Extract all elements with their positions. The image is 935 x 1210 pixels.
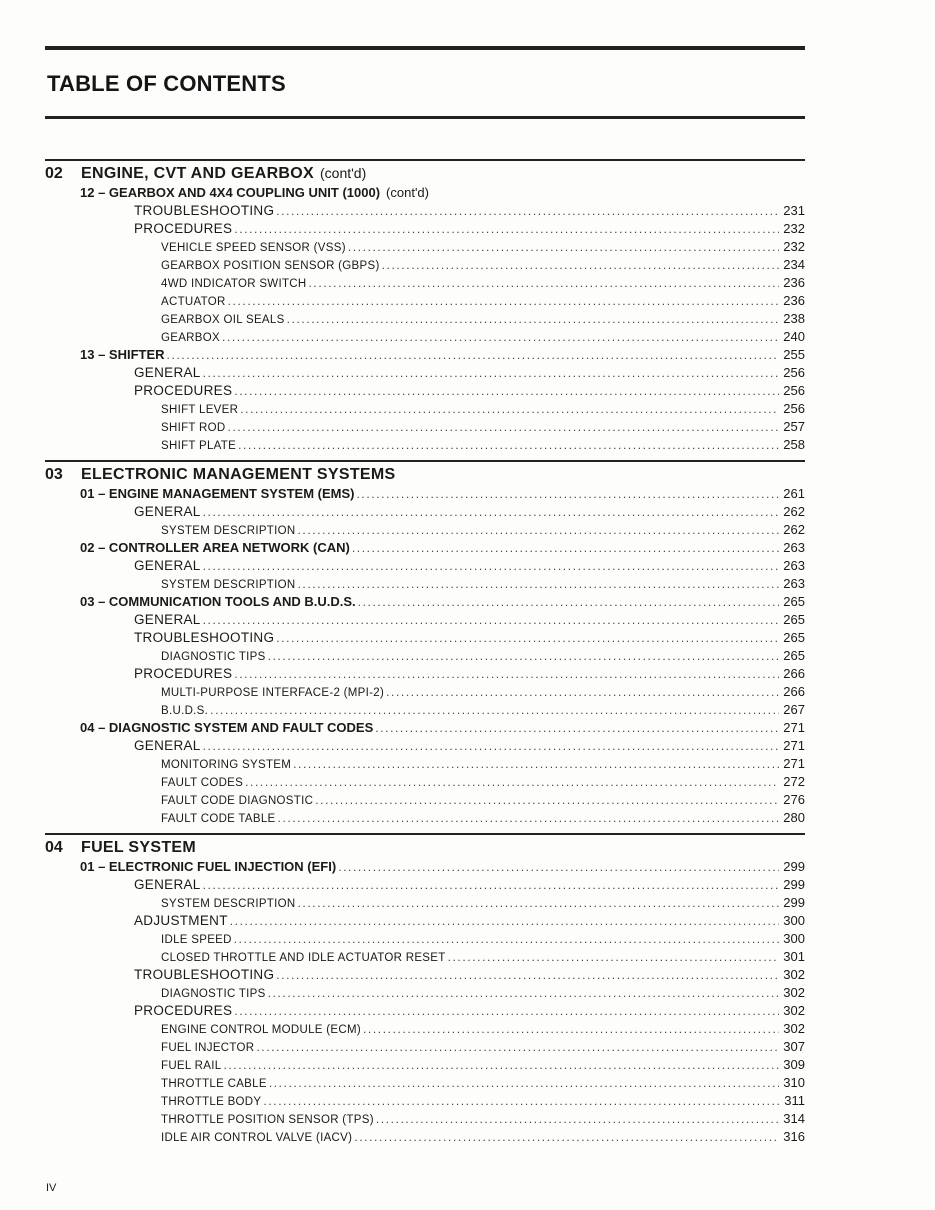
toc-topic-entry[interactable]	[45, 503, 805, 521]
toc-subtopic-entry[interactable]	[45, 256, 805, 274]
dot-leader	[276, 966, 779, 984]
dot-leader	[210, 701, 779, 719]
toc-chapter-entry[interactable]	[45, 346, 805, 364]
entry-label: GEARBOX OIL SEALS	[161, 314, 285, 326]
entry-page-number: 272	[783, 774, 805, 789]
toc-subtopic-entry[interactable]	[45, 436, 805, 454]
entry-page-number: 316	[783, 1129, 805, 1144]
toc-subtopic-entry[interactable]	[45, 773, 805, 791]
dot-leader	[203, 364, 779, 382]
toc-subtopic-entry[interactable]	[45, 292, 805, 310]
entry-page-number: 240	[783, 329, 805, 344]
entry-page-number: 265	[783, 630, 805, 645]
toc-subtopic-entry[interactable]	[45, 1092, 805, 1110]
dot-leader	[297, 575, 779, 593]
section-number: 03	[45, 466, 63, 483]
toc-subtopic-entry[interactable]	[45, 310, 805, 328]
entry-page-number: 265	[783, 594, 805, 609]
entry-label: THROTTLE POSITION SENSOR (TPS)	[161, 1114, 374, 1126]
toc-section	[45, 460, 805, 827]
dot-leader	[227, 418, 779, 436]
toc-subtopic-entry[interactable]	[45, 400, 805, 418]
dot-leader	[240, 400, 779, 418]
entry-page-number: 236	[783, 275, 805, 290]
entry-label: GENERAL	[134, 738, 201, 753]
entry-label: 4WD INDICATOR SWITCH	[161, 278, 307, 290]
dot-leader	[448, 948, 779, 966]
entry-page-number: 300	[783, 913, 805, 928]
dot-leader	[348, 238, 779, 256]
entry-page-number: 256	[783, 401, 805, 416]
entry-page-number: 299	[783, 877, 805, 892]
entry-page-number: 271	[783, 720, 805, 735]
dot-leader	[263, 1092, 779, 1110]
toc-topic-entry[interactable]	[45, 737, 805, 755]
entry-page-number: 234	[783, 257, 805, 272]
entry-continued: (cont'd)	[386, 185, 429, 200]
toc-topic-entry[interactable]	[45, 557, 805, 575]
dot-leader	[167, 346, 779, 364]
toc-topic-entry[interactable]	[45, 876, 805, 894]
toc-subtopic-entry[interactable]	[45, 1038, 805, 1056]
toc-subtopic-entry[interactable]	[45, 647, 805, 665]
entry-label: FAULT CODE TABLE	[161, 813, 276, 825]
dot-leader	[245, 773, 779, 791]
entry-label: THROTTLE CABLE	[161, 1078, 267, 1090]
dot-leader	[230, 912, 779, 930]
entry-label: PROCEDURES	[134, 383, 233, 398]
dot-leader	[356, 485, 779, 503]
entry-page-number: 276	[783, 792, 805, 807]
entry-page-number: 302	[783, 985, 805, 1000]
entry-page-number: 263	[783, 576, 805, 591]
entry-label: FUEL RAIL	[161, 1060, 222, 1072]
entry-label: 03 – COMMUNICATION TOOLS AND B.U.D.S.	[80, 594, 356, 609]
entry-label: SHIFT LEVER	[161, 404, 239, 416]
dot-leader	[276, 629, 779, 647]
table-of-contents	[45, 159, 805, 1146]
entry-label: GENERAL	[134, 558, 201, 573]
entry-label: 02 – CONTROLLER AREA NETWORK (CAN)	[80, 540, 350, 555]
entry-page-number: 263	[783, 558, 805, 573]
toc-topic-entry[interactable]	[45, 912, 805, 930]
section-rule	[45, 833, 805, 835]
entry-page-number: 256	[783, 365, 805, 380]
toc-subtopic-entry[interactable]	[45, 755, 805, 773]
dot-leader	[386, 683, 779, 701]
dot-leader	[297, 894, 779, 912]
dot-leader	[234, 1002, 779, 1020]
dot-leader	[222, 328, 779, 346]
entry-label: PROCEDURES	[134, 666, 233, 681]
dot-leader	[223, 1056, 779, 1074]
entry-label: IDLE AIR CONTROL VALVE (IACV)	[161, 1132, 353, 1144]
entry-page-number: 302	[783, 1003, 805, 1018]
entry-label: SYSTEM DESCRIPTION	[161, 898, 296, 910]
entry-label: FAULT CODE DIAGNOSTIC	[161, 795, 314, 807]
entry-label: ENGINE CONTROL MODULE (ECM)	[161, 1024, 361, 1036]
title-rule	[45, 116, 805, 119]
dot-leader	[352, 539, 779, 557]
entry-page-number: 271	[783, 756, 805, 771]
section-title: ENGINE, CVT AND GEARBOX	[81, 165, 314, 182]
entry-label: 01 – ELECTRONIC FUEL INJECTION (EFI)	[80, 859, 337, 874]
entry-page-number: 266	[783, 684, 805, 699]
section-title: FUEL SYSTEM	[81, 839, 197, 856]
entry-page-number: 310	[783, 1075, 805, 1090]
toc-subtopic-entry[interactable]	[45, 575, 805, 593]
entry-label: PROCEDURES	[134, 1003, 233, 1018]
page-title: TABLE OF CONTENTS	[47, 71, 286, 96]
entry-page-number: 299	[783, 859, 805, 874]
toc-topic-entry[interactable]	[45, 629, 805, 647]
dot-leader	[203, 737, 779, 755]
entry-label: SHIFT ROD	[161, 422, 226, 434]
entry-page-number: 302	[783, 967, 805, 982]
toc-subtopic-entry[interactable]	[45, 328, 805, 346]
entry-page-number: 231	[783, 203, 805, 218]
entry-page-number: 236	[783, 293, 805, 308]
toc-subtopic-entry[interactable]	[45, 1074, 805, 1092]
toc-section	[45, 833, 805, 1146]
toc-subtopic-entry[interactable]	[45, 521, 805, 539]
toc-subtopic-entry[interactable]	[45, 1110, 805, 1128]
entry-page-number: 258	[783, 437, 805, 452]
entry-label: TROUBLESHOOTING	[134, 630, 275, 645]
entry-page-number: 300	[783, 931, 805, 946]
entry-label: ADJUSTMENT	[134, 913, 228, 928]
toc-subtopic-entry[interactable]	[45, 274, 805, 292]
toc-chapter-entry[interactable]	[45, 485, 805, 503]
dot-leader	[234, 382, 779, 400]
dot-leader	[203, 557, 779, 575]
toc-subtopic-entry[interactable]	[45, 809, 805, 827]
entry-label: FAULT CODES	[161, 777, 244, 789]
entry-label: GENERAL	[134, 877, 201, 892]
dot-leader	[354, 1128, 779, 1146]
entry-label: GEARBOX POSITION SENSOR (GBPS)	[161, 260, 380, 272]
entry-label: 13 – SHIFTER	[80, 347, 165, 362]
toc-subtopic-entry[interactable]	[45, 683, 805, 701]
entry-page-number: 280	[783, 810, 805, 825]
toc-section	[45, 159, 805, 454]
toc-subtopic-entry[interactable]	[45, 984, 805, 1002]
toc-subtopic-entry[interactable]	[45, 791, 805, 809]
entry-label: GENERAL	[134, 612, 201, 627]
toc-subtopic-entry[interactable]	[45, 930, 805, 948]
entry-page-number: 256	[783, 383, 805, 398]
entry-label: TROUBLESHOOTING	[134, 967, 275, 982]
entry-label: 12 – GEARBOX AND 4X4 COUPLING UNIT (1000)	[80, 185, 381, 200]
entry-label: ACTUATOR	[161, 296, 226, 308]
entry-label: GENERAL	[134, 504, 201, 519]
entry-label: DIAGNOSTIC TIPS	[161, 988, 266, 1000]
entry-page-number: 257	[783, 419, 805, 434]
toc-topic-entry[interactable]	[45, 611, 805, 629]
toc-subtopic-entry[interactable]	[45, 1020, 805, 1038]
section-continued: (cont'd)	[320, 165, 367, 181]
section-heading	[45, 466, 805, 485]
dot-leader	[203, 611, 779, 629]
section-number: 02	[45, 165, 63, 182]
dot-leader	[203, 876, 779, 894]
entry-label: VEHICLE SPEED SENSOR (VSS)	[161, 242, 346, 254]
entry-label: CLOSED THROTTLE AND IDLE ACTUATOR RESET	[161, 952, 446, 964]
toc-chapter-entry[interactable]	[45, 184, 805, 202]
toc-topic-entry[interactable]	[45, 202, 805, 220]
entry-label: PROCEDURES	[134, 221, 233, 236]
toc-topic-entry[interactable]	[45, 220, 805, 238]
toc-subtopic-entry[interactable]	[45, 894, 805, 912]
entry-page-number: 265	[783, 648, 805, 663]
entry-page-number: 299	[783, 895, 805, 910]
dot-leader	[278, 809, 779, 827]
dot-leader	[203, 503, 779, 521]
entry-page-number: 261	[783, 486, 805, 501]
top-rule	[45, 46, 805, 50]
entry-label: THROTTLE BODY	[161, 1096, 262, 1108]
dot-leader	[375, 719, 779, 737]
dot-leader	[309, 274, 780, 292]
entry-label: B.U.D.S.	[161, 705, 209, 717]
entry-label: GENERAL	[134, 365, 201, 380]
entry-label: SYSTEM DESCRIPTION	[161, 579, 296, 591]
entry-label: 01 – ENGINE MANAGEMENT SYSTEM (EMS)	[80, 486, 355, 501]
dot-leader	[234, 220, 779, 238]
dot-leader	[338, 858, 779, 876]
dot-leader	[234, 930, 779, 948]
toc-topic-entry[interactable]	[45, 364, 805, 382]
toc-topic-entry[interactable]	[45, 1002, 805, 1020]
toc-topic-entry[interactable]	[45, 382, 805, 400]
entry-page-number: 314	[783, 1111, 805, 1126]
toc-chapter-entry[interactable]	[45, 858, 805, 876]
entry-page-number: 232	[783, 239, 805, 254]
toc-subtopic-entry[interactable]	[45, 948, 805, 966]
section-rule	[45, 159, 805, 161]
entry-label: MULTI-PURPOSE INTERFACE-2 (MPI-2)	[161, 687, 385, 699]
toc-topic-entry[interactable]	[45, 966, 805, 984]
dot-leader	[256, 1038, 779, 1056]
toc-subtopic-entry[interactable]	[45, 418, 805, 436]
entry-label: MONITORING SYSTEM	[161, 759, 292, 771]
entry-page-number: 302	[783, 1021, 805, 1036]
entry-page-number: 266	[783, 666, 805, 681]
page-number: IV	[46, 1182, 57, 1194]
entry-label: TROUBLESHOOTING	[134, 203, 275, 218]
dot-leader	[363, 1020, 779, 1038]
dot-leader	[268, 647, 779, 665]
entry-page-number: 301	[783, 949, 805, 964]
dot-leader	[315, 791, 779, 809]
dot-leader	[297, 521, 779, 539]
toc-subtopic-entry[interactable]	[45, 1128, 805, 1146]
toc-chapter-entry[interactable]	[45, 719, 805, 737]
entry-page-number: 262	[783, 522, 805, 537]
section-number: 04	[45, 839, 63, 856]
entry-page-number: 311	[784, 1093, 805, 1108]
toc-subtopic-entry[interactable]	[45, 238, 805, 256]
section-heading	[45, 165, 805, 184]
entry-label: SHIFT PLATE	[161, 440, 237, 452]
dot-leader	[358, 593, 779, 611]
toc-chapter-entry[interactable]	[45, 539, 805, 557]
entry-page-number: 263	[783, 540, 805, 555]
entry-label: SYSTEM DESCRIPTION	[161, 525, 296, 537]
entry-page-number: 265	[783, 612, 805, 627]
dot-leader	[238, 436, 779, 454]
dot-leader	[268, 984, 779, 1002]
entry-page-number: 238	[783, 311, 805, 326]
entry-label: IDLE SPEED	[161, 934, 232, 946]
toc-chapter-entry[interactable]	[45, 593, 805, 611]
entry-page-number: 262	[783, 504, 805, 519]
dot-leader	[228, 292, 779, 310]
entry-label: FUEL INJECTOR	[161, 1042, 255, 1054]
entry-label: GEARBOX	[161, 332, 220, 344]
section-heading	[45, 839, 805, 858]
entry-label: DIAGNOSTIC TIPS	[161, 651, 266, 663]
toc-topic-entry[interactable]	[45, 665, 805, 683]
entry-page-number: 309	[783, 1057, 805, 1072]
section-rule	[45, 460, 805, 462]
dot-leader	[234, 665, 779, 683]
entry-label: 04 – DIAGNOSTIC SYSTEM AND FAULT CODES	[80, 720, 374, 735]
toc-subtopic-entry[interactable]	[45, 701, 805, 719]
dot-leader	[276, 202, 779, 220]
entry-page-number: 271	[783, 738, 805, 753]
entry-page-number: 267	[783, 702, 805, 717]
dot-leader	[287, 310, 779, 328]
dot-leader	[269, 1074, 779, 1092]
entry-page-number: 232	[783, 221, 805, 236]
entry-page-number: 255	[783, 347, 805, 362]
section-title: ELECTRONIC MANAGEMENT SYSTEMS	[81, 466, 396, 483]
toc-subtopic-entry[interactable]	[45, 1056, 805, 1074]
entry-page-number: 307	[783, 1039, 805, 1054]
dot-leader	[376, 1110, 779, 1128]
dot-leader	[293, 755, 779, 773]
dot-leader	[382, 256, 779, 274]
